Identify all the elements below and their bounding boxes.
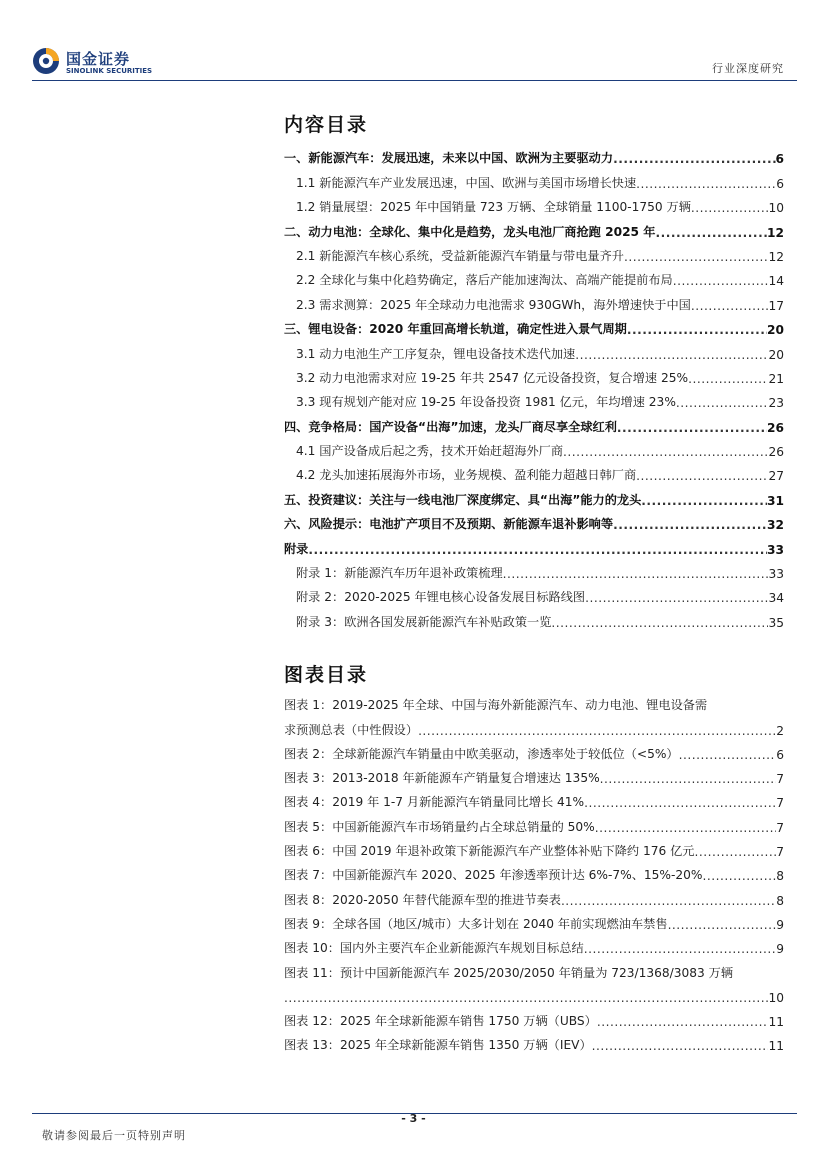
toc-entry-page: 21: [768, 371, 784, 386]
figure-entry-page: 9: [776, 942, 784, 957]
figure-entry-title: 图表 6：中国 2019 年退补政策下新能源汽车产业整体补贴下降约 176 亿元: [284, 844, 695, 859]
figures-list: [284, 689, 784, 1053]
toc-entry-page: 14: [768, 274, 784, 289]
logo-chinese-name: 国金证券: [66, 50, 131, 68]
figure-entry[interactable]: [284, 859, 784, 883]
toc-entry[interactable]: [284, 483, 784, 507]
leader-dots: [595, 821, 777, 835]
figure-entry[interactable]: [284, 1029, 784, 1053]
figure-entry-page: 11: [768, 1039, 784, 1054]
figure-entry-page: 2: [776, 723, 784, 738]
figures-title: 图表目录: [284, 664, 369, 686]
figure-entry-title: 图表 9：全球各国（地区/城市）大多计划在 2040 年前实现燃油车禁售: [284, 916, 668, 931]
toc-entry-page: 26: [768, 445, 784, 460]
page-number: - 3 -: [401, 1112, 426, 1125]
figure-entry-title: 图表 1：2019-2025 年全球、中国与海外新能源汽车、动力电池、锂电设备需: [284, 698, 708, 713]
toc-entry[interactable]: [284, 508, 784, 532]
leader-dots: [284, 991, 768, 1005]
figure-entry-title: 图表 8：2020-2050 年替代能源车型的推进节奏表: [284, 892, 561, 907]
figure-entry-page: 10: [768, 990, 784, 1005]
toc-entry-title: 3.2 动力电池需求对应 19-25 年共 2547 亿元设备投资，复合增速 25%: [296, 370, 689, 385]
leader-dots: [636, 469, 768, 483]
header-divider: [32, 80, 797, 81]
toc-entry[interactable]: [284, 386, 784, 410]
toc-entry-title: 附录 3：欧洲各国发展新能源汽车补贴政策一览: [296, 614, 552, 629]
toc-entry-page: 33: [767, 542, 784, 557]
toc-entry-title: 2.2 全球化与集中化趋势确定，落后产能加速淘汰、高端产能提前布局: [296, 273, 673, 288]
figure-entry[interactable]: [284, 883, 784, 907]
figure-entry-page: 7: [776, 820, 784, 835]
toc-entry-title: 3.3 现有规划产能对应 19-25 年设备投资 1981 亿元，年均增速 23%: [296, 395, 676, 410]
toc-entry[interactable]: [284, 215, 784, 239]
toc-entry[interactable]: [284, 337, 784, 361]
toc-entry-title: 2.1 新能源汽车核心系统，受益新能源汽车销量与带电量齐升: [296, 248, 624, 263]
toc-entry-title: 1.2 销量展望：2025 年中国销量 723 万辆、全球销量 1100-1750 万辆: [296, 200, 691, 215]
toc-entry[interactable]: [284, 240, 784, 264]
toc-entry[interactable]: [284, 410, 784, 434]
toc-entry-page: 27: [768, 469, 784, 484]
figure-entry[interactable]: [284, 835, 784, 859]
leader-dots: [668, 918, 777, 932]
leader-dots: [688, 372, 768, 386]
toc-entry-page: 35: [768, 615, 784, 630]
figure-entry-title: 图表 4：2019 年 1-7 月新能源汽车销量同比增长 41%: [284, 795, 585, 810]
toc-entry-title: 2.3 需求测算：2025 年全球动力电池需求 930GWh，海外增速快于中国: [296, 297, 691, 312]
report-type-label: 行业深度研究: [712, 62, 784, 75]
toc-entry[interactable]: [284, 288, 784, 312]
disclaimer: 敬请参阅最后一页特别声明: [42, 1129, 186, 1142]
figure-entry-title: 图表 5：中国新能源汽车市场销量约占全球总销量的 50%: [284, 819, 595, 834]
toc-entry-title: 3.1 动力电池生产工序复杂，锂电设备技术迭代加速: [296, 346, 576, 361]
leader-dots: [584, 942, 777, 956]
leader-dots: [561, 894, 776, 908]
leader-dots: [418, 724, 776, 738]
toc-entry-page: 26: [767, 420, 784, 435]
toc-entry-page: 12: [767, 225, 784, 240]
toc-entry-page: 6: [776, 176, 784, 191]
figure-entry[interactable]: [284, 786, 784, 810]
toc-entry[interactable]: [284, 532, 784, 556]
toc-entry-title: 三、锂电设备：2020 年重回高增长轨道，确定性进入景气周期: [284, 322, 627, 337]
figure-entry[interactable]: [284, 956, 784, 980]
figure-entry[interactable]: [284, 932, 784, 956]
toc-entry-title: 二、动力电池：全球化、集中化是趋势，龙头电池厂商抢跑 2025 年: [284, 224, 656, 239]
figure-entry-page: 7: [776, 772, 784, 787]
leader-dots: [636, 177, 776, 191]
leader-dots: [585, 591, 768, 605]
leader-dots: [673, 274, 769, 288]
figure-entry-page: 8: [776, 893, 784, 908]
leader-dots: [551, 616, 768, 630]
figure-entry-page: 6: [776, 747, 784, 762]
toc-entry[interactable]: [284, 191, 784, 215]
page-header: [0, 0, 827, 84]
figure-entry-page: 7: [776, 845, 784, 860]
figure-entry-title: 图表 13：2025 年全球新能源车销售 1350 万辆（IEV）: [284, 1038, 592, 1053]
figure-entry-page: 11: [768, 1015, 784, 1030]
leader-dots: [308, 543, 767, 557]
company-logo: [32, 46, 162, 80]
toc-title: 内容目录: [284, 114, 369, 136]
toc-entry[interactable]: [284, 557, 784, 581]
figure-entry[interactable]: [284, 689, 784, 713]
toc-entry[interactable]: [284, 166, 784, 190]
table-of-contents: [284, 142, 784, 630]
leader-dots: [575, 348, 768, 362]
leader-dots: [691, 201, 769, 215]
toc-entry-title: 1.1 新能源汽车产业发展迅速，中国、欧洲与美国市场增长快速: [296, 175, 637, 190]
toc-entry-page: 34: [768, 591, 784, 606]
figure-entry-title: 求预测总表（中性假设）: [284, 722, 419, 737]
figure-entry-title: 图表 11：预计中国新能源汽车 2025/2030/2050 年销量为 723/1368/3083 万辆: [284, 965, 734, 980]
leader-dots: [600, 772, 777, 786]
figure-entry[interactable]: [284, 908, 784, 932]
figure-entry-title: 图表 3：2013-2018 年新能源车产销量复合增速达 135%: [284, 771, 600, 786]
toc-entry-page: 23: [768, 396, 784, 411]
figure-entry[interactable]: [284, 981, 784, 1005]
leader-dots: [613, 518, 767, 532]
toc-entry-title: 四、竞争格局：国产设备“出海”加速，龙头厂商尽享全球红利: [284, 419, 617, 434]
leader-dots: [691, 299, 769, 313]
figure-entry-page: 8: [776, 869, 784, 884]
figure-entry-page: 7: [776, 796, 784, 811]
logo-mark-icon: [32, 47, 60, 75]
leader-dots: [676, 396, 769, 410]
leader-dots: [563, 445, 768, 459]
figure-entry[interactable]: [284, 810, 784, 834]
figure-entry[interactable]: [284, 762, 784, 786]
leader-dots: [503, 567, 769, 581]
figure-entry-page: 9: [776, 917, 784, 932]
toc-entry[interactable]: [284, 581, 784, 605]
figure-entry[interactable]: [284, 1005, 784, 1029]
leader-dots: [703, 869, 777, 883]
leader-dots: [679, 748, 777, 762]
leader-dots: [641, 494, 767, 508]
toc-entry-page: 10: [768, 201, 784, 216]
toc-entry-page: 20: [768, 347, 784, 362]
leader-dots: [597, 1015, 769, 1029]
toc-entry-title: 4.1 国产设备成后起之秀，技术开始赶超海外厂商: [296, 444, 564, 459]
leader-dots: [584, 796, 776, 810]
leader-dots: [617, 421, 767, 435]
toc-entry[interactable]: [284, 313, 784, 337]
toc-entry-title: 附录: [284, 541, 309, 556]
toc-entry-page: 32: [767, 518, 784, 533]
leader-dots: [592, 1039, 769, 1053]
toc-entry[interactable]: [284, 435, 784, 459]
toc-entry-title: 附录 2：2020-2025 年锂电核心设备发展目标路线图: [296, 590, 586, 605]
toc-entry-page: 33: [768, 567, 784, 582]
toc-entry[interactable]: [284, 362, 784, 386]
toc-entry[interactable]: [284, 605, 784, 629]
figure-entry[interactable]: [284, 713, 784, 737]
leader-dots: [624, 250, 769, 264]
toc-entry-title: 五、投资建议：关注与一线电池厂深度绑定、具“出海”能力的龙头: [284, 492, 642, 507]
leader-dots: [694, 845, 776, 859]
toc-entry[interactable]: [284, 142, 784, 166]
toc-entry[interactable]: [284, 459, 784, 483]
toc-entry-page: 31: [767, 493, 784, 508]
toc-entry-page: 17: [768, 298, 784, 313]
toc-entry-page: 6: [775, 152, 784, 167]
leader-dots: [613, 152, 775, 166]
figure-entry[interactable]: [284, 738, 784, 762]
toc-entry-page: 12: [768, 249, 784, 264]
leader-dots: [627, 323, 767, 337]
toc-entry-title: 附录 1：新能源汽车历年退补政策梳理: [296, 566, 503, 581]
figure-entry-title: 图表 12：2025 年全球新能源车销售 1750 万辆（UBS）: [284, 1014, 597, 1029]
toc-entry-title: 一、新能源汽车：发展迅速，未来以中国、欧洲为主要驱动力: [284, 151, 614, 166]
toc-entry-title: 4.2 龙头加速拓展海外市场，业务规模、盈利能力超越日韩厂商: [296, 468, 637, 483]
toc-entry-title: 六、风险提示：电池扩产项目不及预期、新能源车退补影响等: [284, 517, 614, 532]
figure-entry-title: 图表 2：全球新能源汽车销量由中欧美驱动，渗透率处于较低位（<5%）: [284, 746, 679, 761]
leader-dots: [655, 226, 767, 240]
logo-english-name: SINOLINK SECURITIES: [66, 67, 153, 75]
figure-entry-title: 图表 7：中国新能源汽车 2020、2025 年渗透率预计达 6%-7%、15%-20%: [284, 868, 703, 883]
figure-entry-title: 图表 10：国内外主要汽车企业新能源汽车规划目标总结: [284, 941, 584, 956]
toc-entry[interactable]: [284, 264, 784, 288]
toc-entry-page: 20: [767, 323, 784, 338]
